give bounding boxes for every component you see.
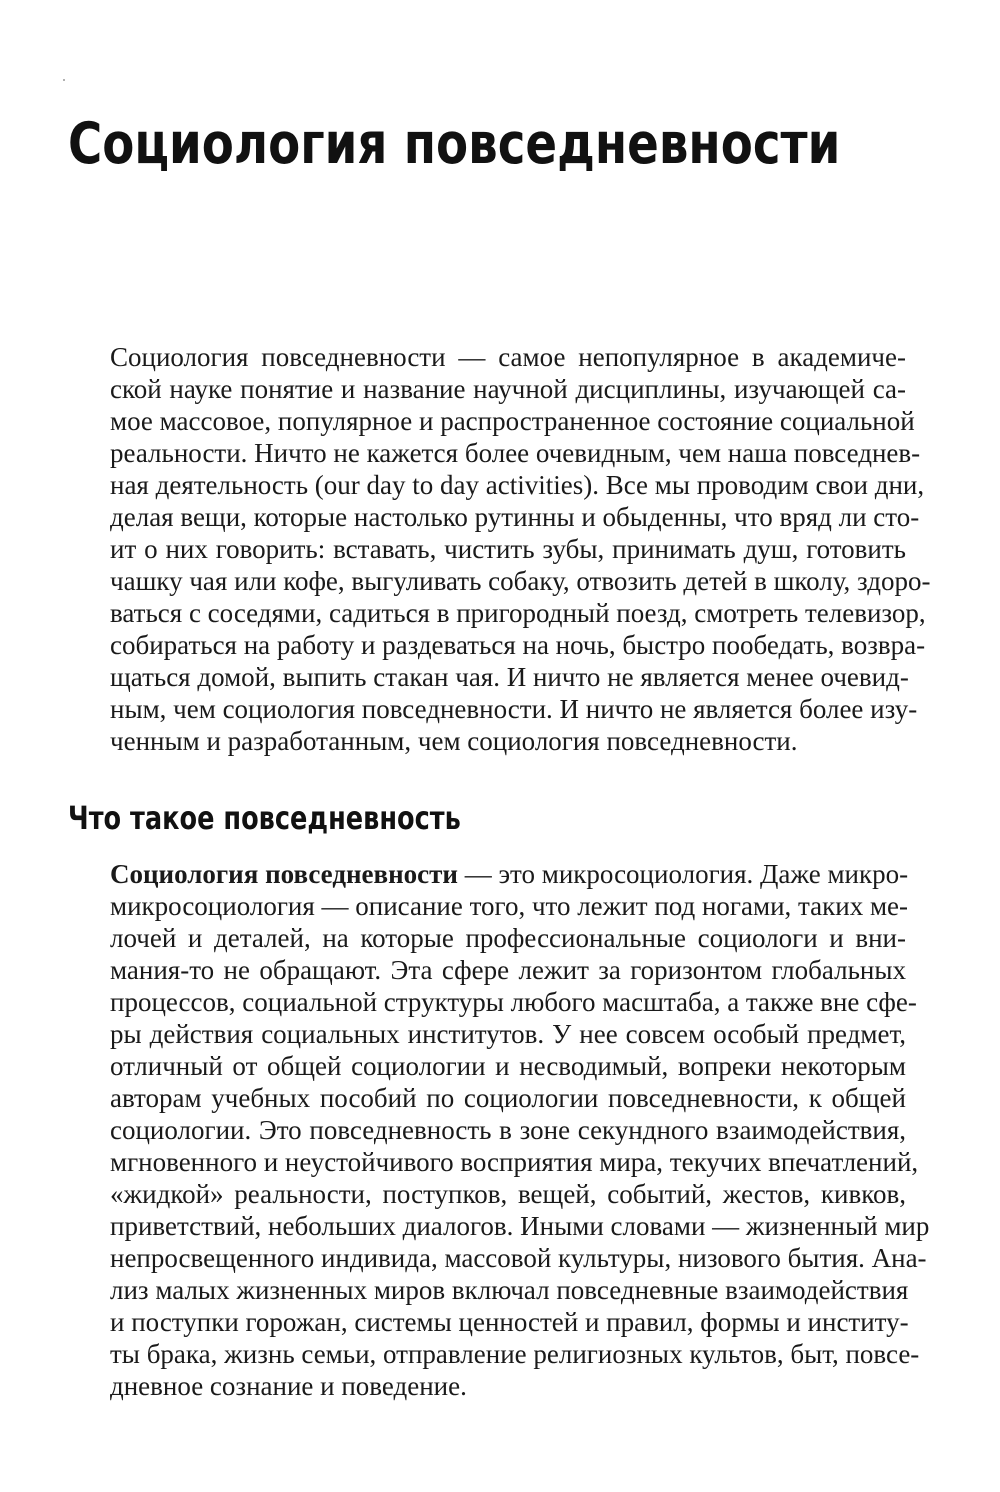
text-line: процессов, социальной структуры любого масштаба, а также вне сфе-	[110, 987, 917, 1017]
text-line: авторам учебных пособий по социологии повседневности, к общей	[110, 1083, 906, 1113]
text-line: ской науке понятие и название научной дисциплины, изучающей са-	[110, 374, 906, 404]
bold-term: Социология повседневности	[110, 859, 458, 889]
text-line: мое массовое, популярное и распространенное состояние социальной	[110, 406, 915, 436]
text-line: дневное сознание и поведение.	[110, 1371, 467, 1401]
text-line: ченным и разработанным, чем социология повседневности.	[110, 726, 798, 756]
text-line: социологии. Это повседневность в зоне секундного взаимодействия,	[110, 1115, 906, 1145]
text-line: лиз малых жизненных миров включал повседневные взаимодействия	[110, 1275, 909, 1305]
text-line: ным, чем социология повседневности. И ничто не является более изу-	[110, 694, 918, 724]
text-line: непросвещенного индивида, массовой культуры, низового бытия. Ана-	[110, 1243, 927, 1273]
text-line: собираться на работу и раздеваться на ночь, быстро пообедать, возвра-	[110, 630, 926, 660]
text-line: приветствий, небольших диалогов. Иными словами — жизненный мир	[110, 1211, 930, 1241]
text-line: Социология повседневности — самое непопулярное в академиче-	[110, 342, 906, 372]
text-line: «жидкой» реальности, поступков, вещей, событий, жестов, кивков,	[110, 1179, 906, 1209]
text-line: щаться домой, выпить стакан чая. И ничто не является менее очевид-	[110, 662, 909, 692]
text-line: ты брака, жизнь семьи, отправление религиозных культов, быт, повсе-	[110, 1339, 920, 1369]
text-line: ит о них говорить: вставать, чистить зубы, принимать душ, готовить	[110, 534, 906, 564]
text-line-first	[68, 858, 909, 890]
section-paragraph	[68, 858, 930, 1402]
text-line: ры действия социальных институтов. У нее совсем особый предмет,	[110, 1019, 906, 1049]
text-line: мания-то не обращают. Эта сфере лежит за горизонтом глобальных	[110, 955, 906, 985]
text-line: лочей и деталей, на которые профессиональные социологи и вни-	[110, 923, 906, 953]
chapter-title: Социология повседневности	[68, 111, 841, 177]
scan-speck	[63, 79, 65, 81]
text-line: ная деятельность (our day to day activities). Все мы проводим свои дни,	[110, 470, 925, 500]
text-line: делая вещи, которые настолько рутинны и обыденны, что вряд ли сто-	[110, 502, 920, 532]
intro-paragraph	[68, 341, 931, 757]
text-fragment: — это микросоциология. Даже микро-	[457, 859, 909, 889]
text-line: ваться с соседями, садиться в пригородный поезд, смотреть телевизор,	[110, 598, 926, 628]
text-line: реальности. Ничто не кажется более очевидным, чем наша повседнев-	[110, 438, 921, 468]
text-line: отличный от общей социологии и несводимый, вопреки некоторым	[110, 1051, 906, 1081]
text-line: и поступки горожан, системы ценностей и правил, формы и институ-	[110, 1307, 909, 1337]
section-heading: Что такое повседневность	[68, 799, 461, 837]
text-line: микросоциология — описание того, что лежит под ногами, таких ме-	[110, 891, 909, 921]
text-line: чашку чая или кофе, выгуливать собаку, отвозить детей в школу, здоро-	[110, 566, 931, 596]
text-line: мгновенного и неустойчивого восприятия мира, текучих впечатлений,	[110, 1147, 919, 1177]
